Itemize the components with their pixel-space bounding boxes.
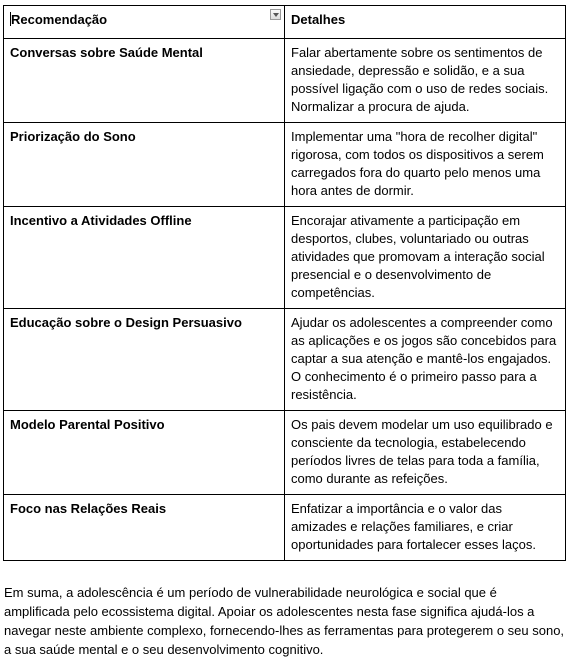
recommendation-cell[interactable]: Modelo Parental Positivo (4, 411, 285, 495)
recommendation-cell[interactable]: Incentivo a Atividades Offline (4, 207, 285, 309)
table-header-row (4, 6, 566, 39)
details-cell[interactable]: Enfatizar a importância e o valor das amizades e relações familiares, e criar oportunidades para fortalecer esses laços. (285, 495, 566, 561)
recommendation-cell[interactable]: Conversas sobre Saúde Mental (4, 39, 285, 123)
recommendation-cell[interactable]: Educação sobre o Design Persuasivo (4, 309, 285, 411)
table-row (4, 411, 566, 495)
table-row (4, 495, 566, 561)
details-cell[interactable]: Ajudar os adolescentes a compreender como as aplicações e os jogos são concebidos para captar a sua atenção e mantê-los engajados. O conhecimento é o primeiro passo para a resistência. (285, 309, 566, 411)
header-details-label: Detalhes (291, 12, 346, 27)
header-recommendation[interactable] (4, 6, 285, 39)
details-cell[interactable]: Falar abertamente sobre os sentimentos de ansiedade, depressão e solidão, e a sua possível ligação com o uso de redes sociais. Normalizar a procura de ajuda. (285, 39, 566, 123)
table-row (4, 123, 566, 207)
table-row (4, 39, 566, 123)
table-row (4, 309, 566, 411)
details-cell[interactable]: Os pais devem modelar um uso equilibrado e consciente da tecnologia, estabelecendo períodos livres de telas para toda a família, como durante as refeições. (285, 411, 566, 495)
details-cell[interactable]: Encorajar ativamente a participação em desportos, clubes, voluntariado ou outras atividades que promovam a interação social presencial e o desenvolvimento de competências. (285, 207, 566, 309)
column-dropdown-icon[interactable] (270, 9, 281, 20)
details-cell[interactable]: Implementar uma "hora de recolher digital" rigorosa, com todos os dispositivos a serem carregados fora do quarto pelo menos uma hora antes de dormir. (285, 123, 566, 207)
recommendation-cell[interactable]: Foco nas Relações Reais (4, 495, 285, 561)
summary-paragraph: Em suma, a adolescência é um período de vulnerabilidade neurológica e social que é amplificada pelo ecossistema digital. Apoiar os adolescentes nesta fase significa ajudá-los a navegar neste ambiente complexo, fornecendo-lhes as ferramentas para protegerem o seu sono, a sua saúde mental e o seu desenvolvimento cognitivo. (4, 585, 565, 657)
recommendations-table (3, 5, 566, 561)
recommendation-cell[interactable]: Priorização do Sono (4, 123, 285, 207)
recommendations-table-container (3, 5, 565, 561)
table-row (4, 207, 566, 309)
header-details[interactable] (285, 6, 566, 39)
header-recommendation-label: Recomendação (11, 12, 108, 27)
